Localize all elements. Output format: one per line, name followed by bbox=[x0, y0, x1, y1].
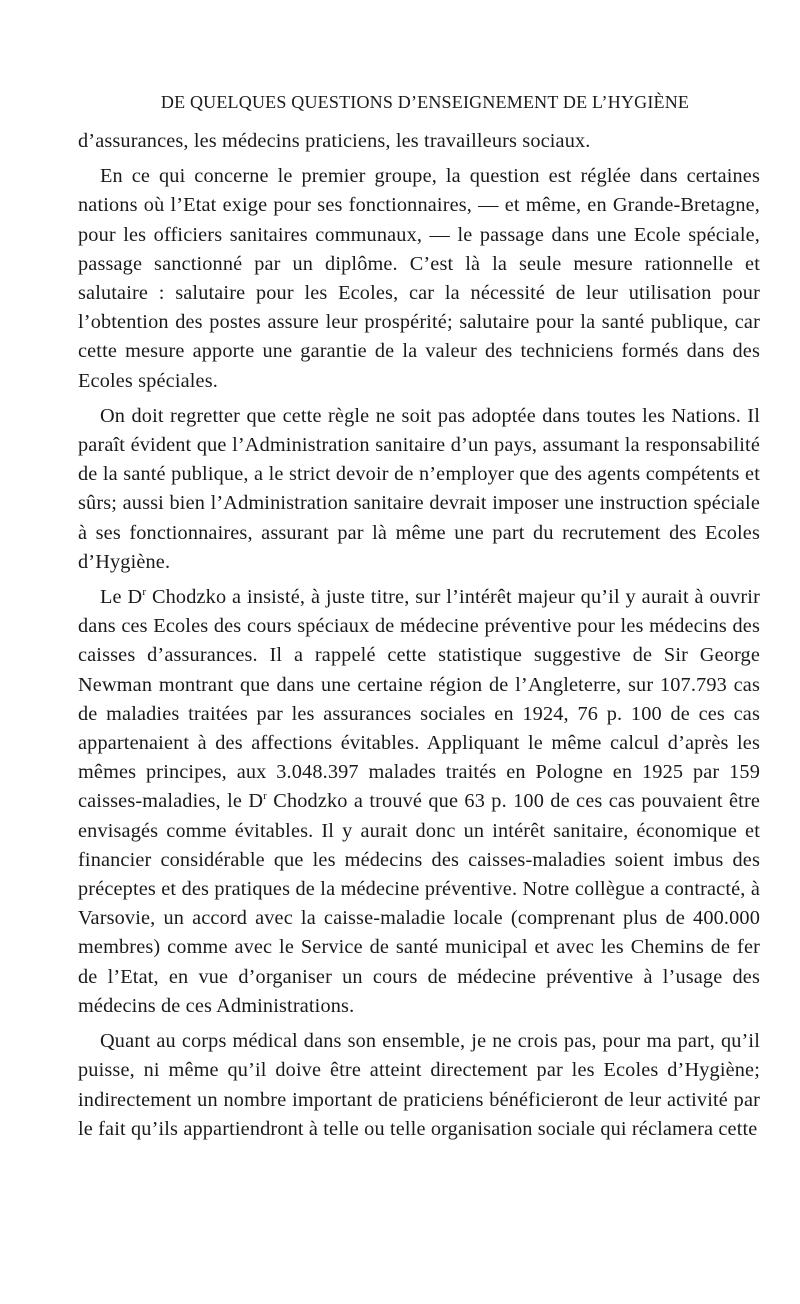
paragraph-first-group: En ce qui concerne le premier groupe, la question est réglée dans certaines nations où l’Etat exige pour ses fonctionnaires, — et même, en Grande-Bretagne, pour les officiers sanitaires communaux, — le passage dans une Ecole spéciale, passage sanctionné par un diplôme. C’est là la seule mesure rationnelle et salutaire : salutaire pour les Ecoles, car la nécessité de leur utilisation pour l’obtention des postes assure leur prospérité; salutaire pour la santé publique, car cette mesure apporte une garantie de la valeur des techniciens formés dans des Ecoles spéciales. bbox=[78, 165, 760, 392]
paragraph-nations: On doit regretter que cette règle ne soit pas adoptée dans toutes les Nations. Il paraît évident que l’Administration sanitaire d’un pays, assumant la responsabilité de la santé publique, a le strict devoir de n’employer que des agents compétents et sûrs; aussi bien l’Administration sanitaire devrait imposer une instruction spéciale à ses fonctionnaires, assurant par là même une part du recrutement des Ecoles d’Hygiène. bbox=[78, 404, 760, 573]
body-text bbox=[78, 127, 760, 1144]
chodzko-middle: Chodzko a insisté, à juste titre, sur l’intérêt majeur qu’il y aurait à ouvrir dans ces Ecoles des cours spéciaux de médecine préventive pour les médecins des caisses d’assurances. Il a rappelé cette statistique suggestive de Sir George Newman montrant que dans une certaine région de l’Angleterre, sur 107.793 cas de maladies traitées par les assurances sociales en 1924, 76 p. 100 de ces cas appartenaient à des affections évitables. Appliquant le même calcul d’après les mêmes principes, aux 3.048.397 malades traités en Pologne en 1925 par 159 caisses-maladies, le D bbox=[78, 586, 760, 813]
chodzko-tail: Chodzko a trouvé que 63 p. 100 de ces cas pouvaient être envisagés comme évitables. Il y aurait donc un intérêt sanitaire, économique et financier considérable que les médecins des caisses-maladies soient imbus des préceptes et des pratiques de la médecine préventive. Notre collègue a contracté, à Varsovie, un accord avec la caisse-maladie locale (comprenant plus de 400.000 membres) comme avec le Service de santé municipal et avec les Chemins de fer de l’Etat, en vue d’organiser un cours de médecine préventive à l’usage des médecins de ces Administrations. bbox=[78, 790, 760, 1017]
doctor-superscript: r bbox=[142, 586, 147, 599]
paragraph-chodzko bbox=[78, 583, 760, 1021]
paragraph-continuation: d’assurances, les médecins praticiens, les travailleurs sociaux. bbox=[78, 130, 591, 152]
chodzko-lead: Le D bbox=[100, 586, 143, 609]
doctor-superscript: r bbox=[263, 790, 267, 803]
paragraph-medical-body: Quant au corps médical dans son ensemble, je ne crois pas, pour ma part, qu’il puisse, ni même qu’il doive être atteint directement par les Ecoles d’Hygiène; indirectement un nombre important de praticiens bénéficieront de leur activité par le fait qu’ils appartiendront à telle ou telle organisation sociale qui réclamera cette bbox=[78, 1030, 760, 1140]
running-title: DE QUELQUES QUESTIONS D’ENSEIGNEMENT DE L’HYGIÈNE bbox=[160, 92, 690, 112]
